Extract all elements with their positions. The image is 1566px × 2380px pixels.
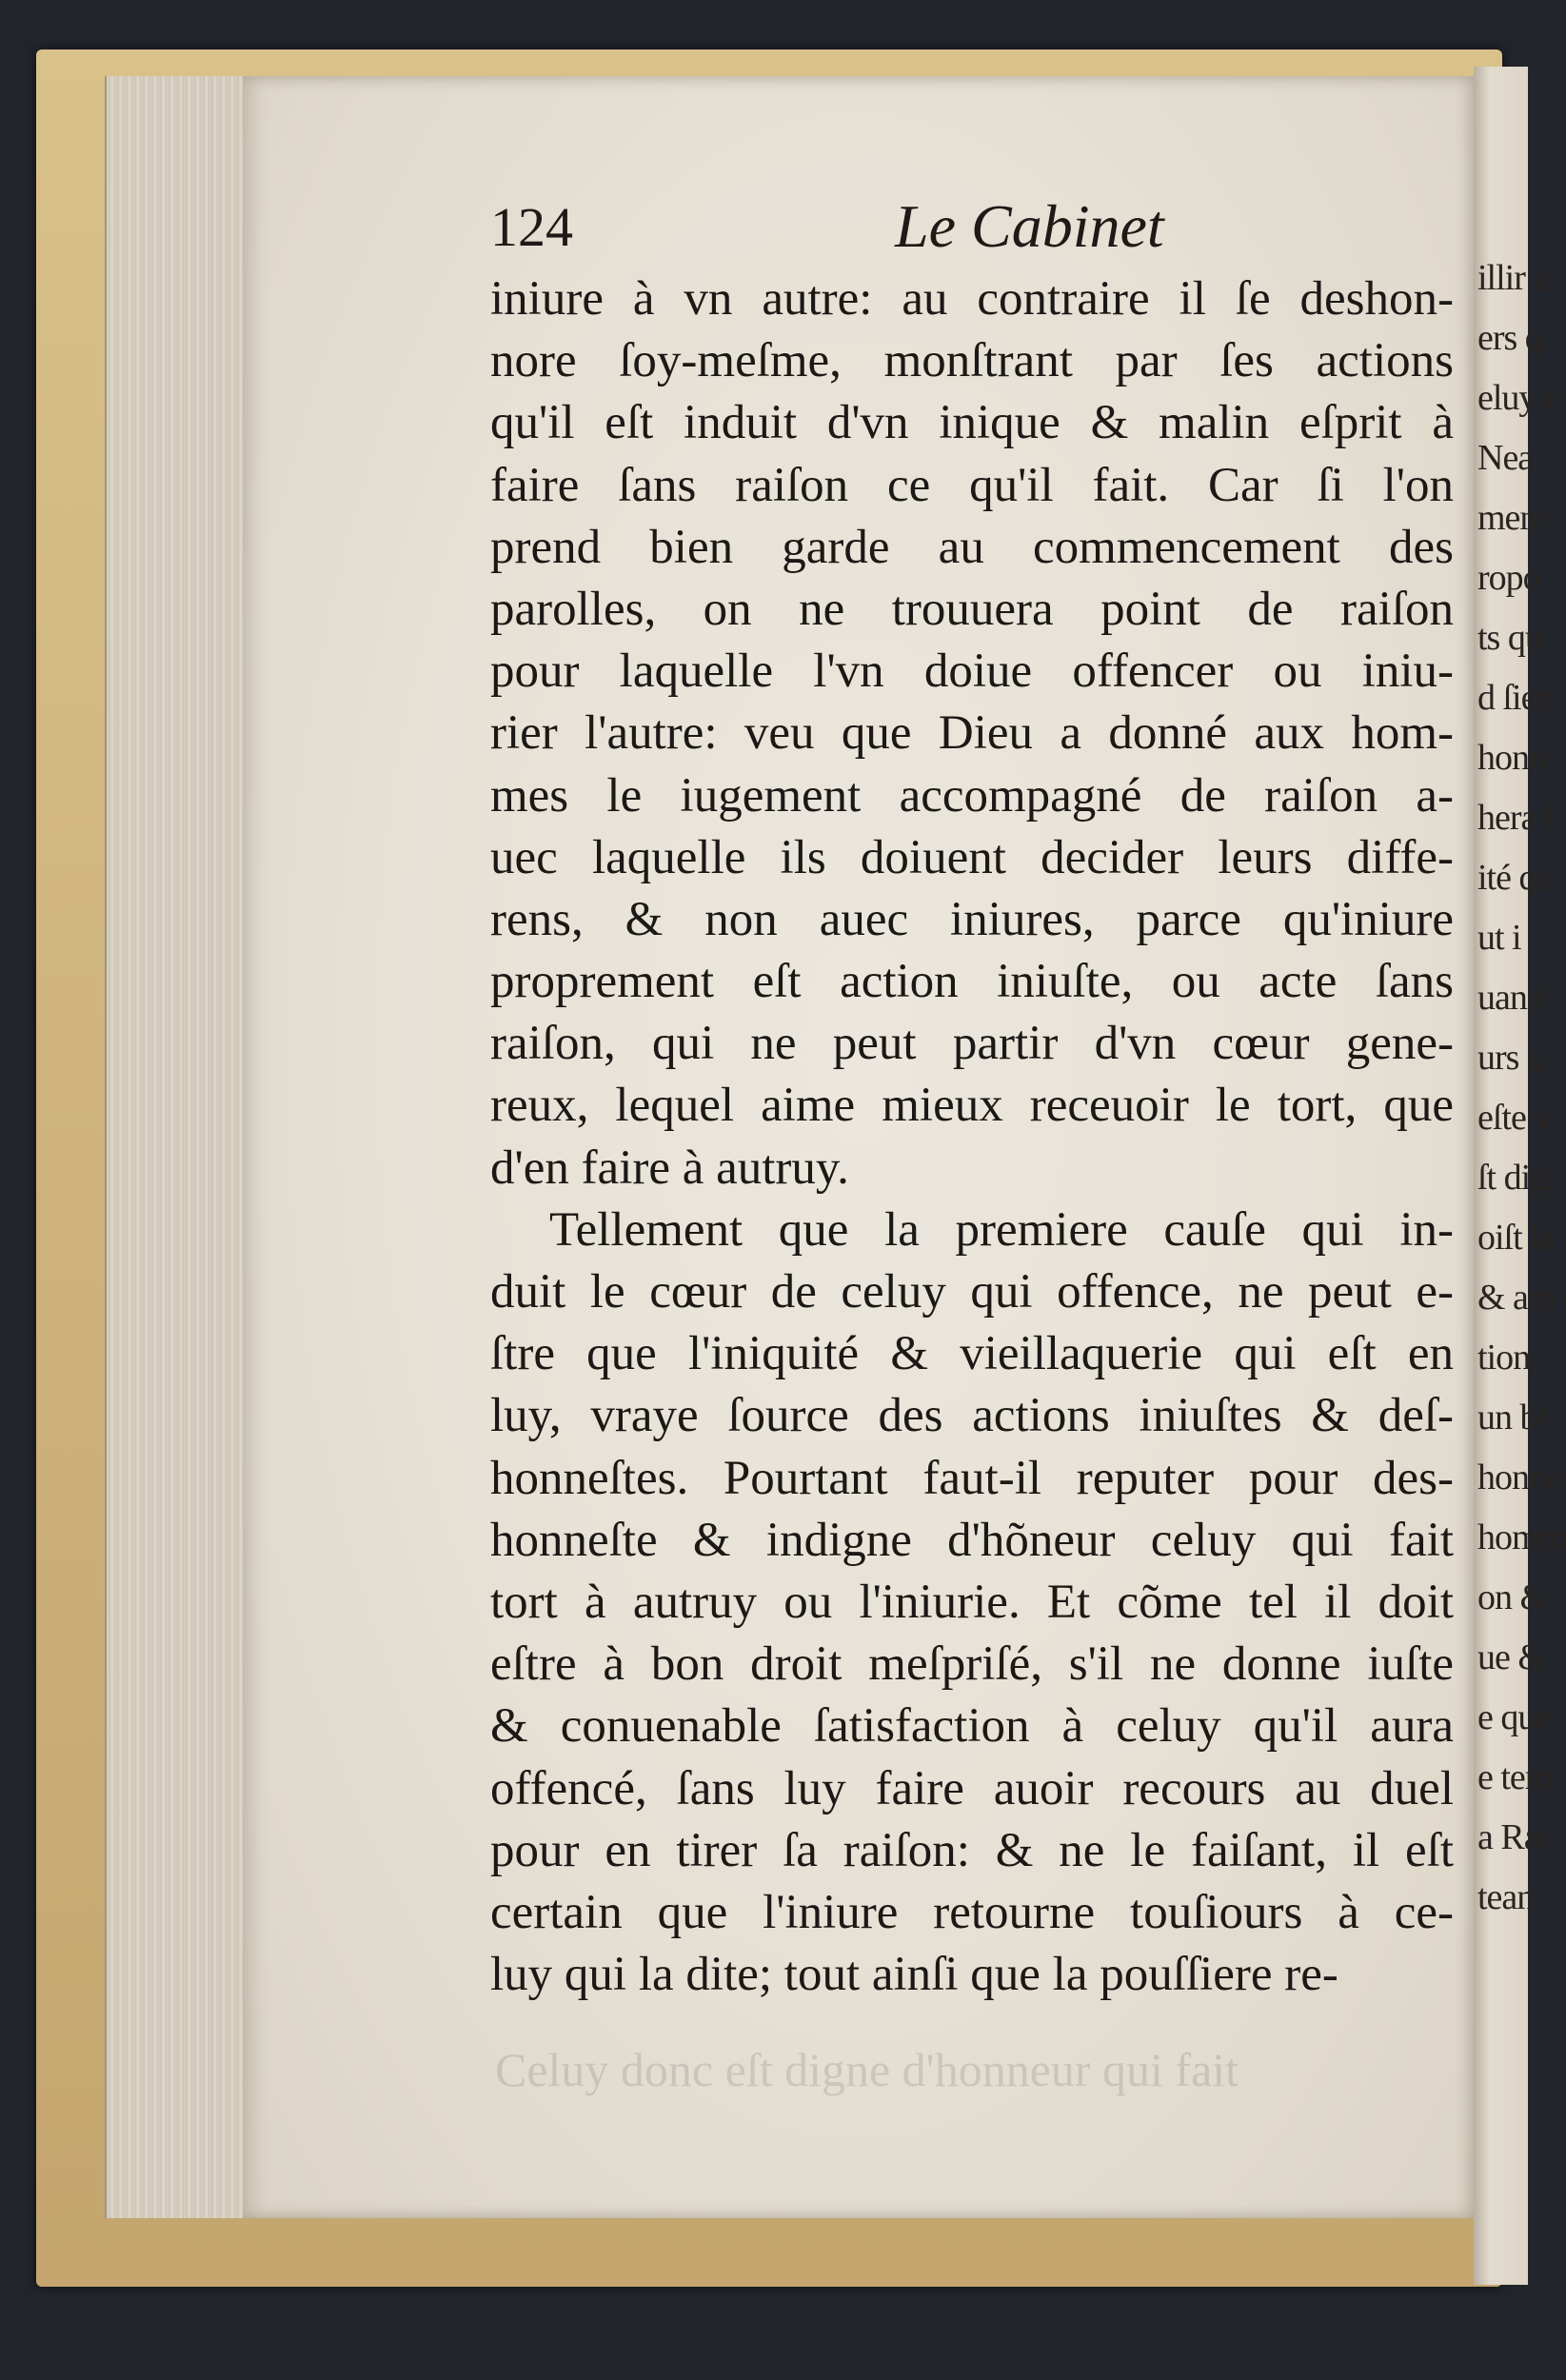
page-edges bbox=[105, 76, 259, 2218]
facing-text-fragment: honne bbox=[1477, 1458, 1561, 1497]
running-head bbox=[490, 192, 1452, 271]
text-line: d'en faire à autruy. bbox=[490, 1140, 849, 1195]
text-line: pour en tirer ſa raiſon: & ne le faiſant, il eſt bbox=[490, 1823, 1454, 1877]
facing-text-fragment: e que bbox=[1477, 1697, 1551, 1737]
facing-text-fragment: a Rai bbox=[1477, 1817, 1549, 1857]
facing-text-fragment: un bl bbox=[1477, 1398, 1547, 1438]
facing-text-fragment: ue & bbox=[1477, 1637, 1545, 1677]
text-line: parolles, on ne trouuera point de raiſon bbox=[490, 582, 1454, 636]
facing-text-fragment: honn bbox=[1477, 738, 1546, 778]
facing-text-fragment: hera l bbox=[1477, 798, 1554, 838]
text-line: iniure à vn autre: au contraire il ſe deshon- bbox=[490, 272, 1454, 326]
running-title: Le Cabinet bbox=[895, 192, 1164, 260]
text-line: duit le cœur de celuy qui offence, ne peut e- bbox=[490, 1265, 1454, 1319]
facing-text-fragment: tean bbox=[1477, 1877, 1535, 1917]
text-line: Tellement que la premiere cauſe qui in- bbox=[549, 1202, 1454, 1257]
text-line: nore ſoy-meſme, monſtrant par ſes actions bbox=[490, 334, 1454, 388]
text-line: honneſtes. Pourtant faut-il reputer pour des- bbox=[490, 1451, 1454, 1505]
facing-page-edge bbox=[1474, 67, 1566, 2285]
text-line: qu'il eſt induit d'vn inique & malin eſprit à bbox=[490, 396, 1454, 450]
facing-text-fragment: urs q bbox=[1477, 1038, 1544, 1078]
text-line: reux, lequel aime mieux receuoir le tort, que bbox=[490, 1079, 1454, 1133]
text-line: honneſte & indigne d'hõneur celuy qui fait bbox=[490, 1513, 1454, 1567]
facing-text-fragment: ment bbox=[1477, 498, 1546, 538]
facing-text-fragment: e tem bbox=[1477, 1757, 1553, 1797]
facing-text-fragment: ut i bbox=[1477, 918, 1521, 958]
text-line: rier l'autre: veu que Dieu a donné aux hom- bbox=[490, 706, 1454, 761]
body-text bbox=[490, 268, 1454, 2006]
facing-text-fragment: on & bbox=[1477, 1577, 1548, 1617]
page-number: 124 bbox=[490, 196, 573, 258]
text-line: eſtre à bon droit meſpriſé, s'il ne donne iuſte bbox=[490, 1637, 1454, 1692]
facing-text-fragment: illir a bbox=[1477, 258, 1549, 298]
text-line: luy, vraye ſource des actions iniuſtes & deſ- bbox=[490, 1389, 1454, 1443]
text-line: certain que l'iniure retourne touſiours à ce- bbox=[490, 1885, 1454, 1939]
facing-text-fragment: Nea bbox=[1477, 438, 1534, 478]
facing-text-fragment: ts qu bbox=[1477, 618, 1542, 658]
facing-text-fragment: eſte v bbox=[1477, 1098, 1552, 1138]
text-line: uec laquelle ils doiuent decider leurs diffe- bbox=[490, 830, 1454, 884]
facing-text-fragment: tion, bbox=[1477, 1338, 1538, 1378]
facing-text-fragment: d ſien bbox=[1477, 678, 1554, 718]
text-line: rens, & non auec iniures, parce qu'iniure bbox=[490, 892, 1454, 946]
text-line: faire ſans raiſon ce qu'il fait. Car ſi l'on bbox=[490, 458, 1454, 512]
text-line: pour laquelle l'vn doiue offencer ou iniu- bbox=[490, 645, 1454, 699]
text-line: prend bien garde au commencement des bbox=[490, 520, 1454, 574]
text-line: offencé, ſans luy faire auoir recours au duel bbox=[490, 1761, 1454, 1815]
text-line: raiſon, qui ne peut partir d'vn cœur gene- bbox=[490, 1017, 1454, 1071]
text-line: ſtre que l'iniquité & vieillaquerie qui eſt en bbox=[490, 1327, 1454, 1381]
facing-text-fragment: eluy c bbox=[1477, 378, 1559, 418]
facing-text-fragment: ropo bbox=[1477, 558, 1540, 598]
text-line: tort à autruy ou l'iniurie. Et cõme tel il doit bbox=[490, 1575, 1454, 1629]
facing-text-fragment: ſt dig bbox=[1477, 1158, 1548, 1198]
facing-text-fragment: uand bbox=[1477, 978, 1544, 1018]
facing-text-fragment: homm bbox=[1477, 1517, 1566, 1557]
text-line: & conuenable ſatisfaction à celuy qu'il aura bbox=[490, 1699, 1454, 1754]
facing-text-fragment: oiſt la bbox=[1477, 1218, 1555, 1258]
facing-text-fragment: ité qu bbox=[1477, 858, 1554, 898]
text-line: mes le iugement accompagné de raiſon a- bbox=[490, 768, 1454, 823]
text-line: luy qui la dite; tout ainſi que la pouſſiere re- bbox=[490, 1948, 1338, 2002]
facing-text-fragment: ers q bbox=[1477, 318, 1542, 358]
text-line: proprement eſt action iniuſte, ou acte ſans bbox=[490, 955, 1454, 1009]
show-through-text: Celuy donc eſt digne d'honneur qui fait bbox=[495, 2043, 1239, 2096]
facing-text-fragment: & am bbox=[1477, 1278, 1556, 1318]
